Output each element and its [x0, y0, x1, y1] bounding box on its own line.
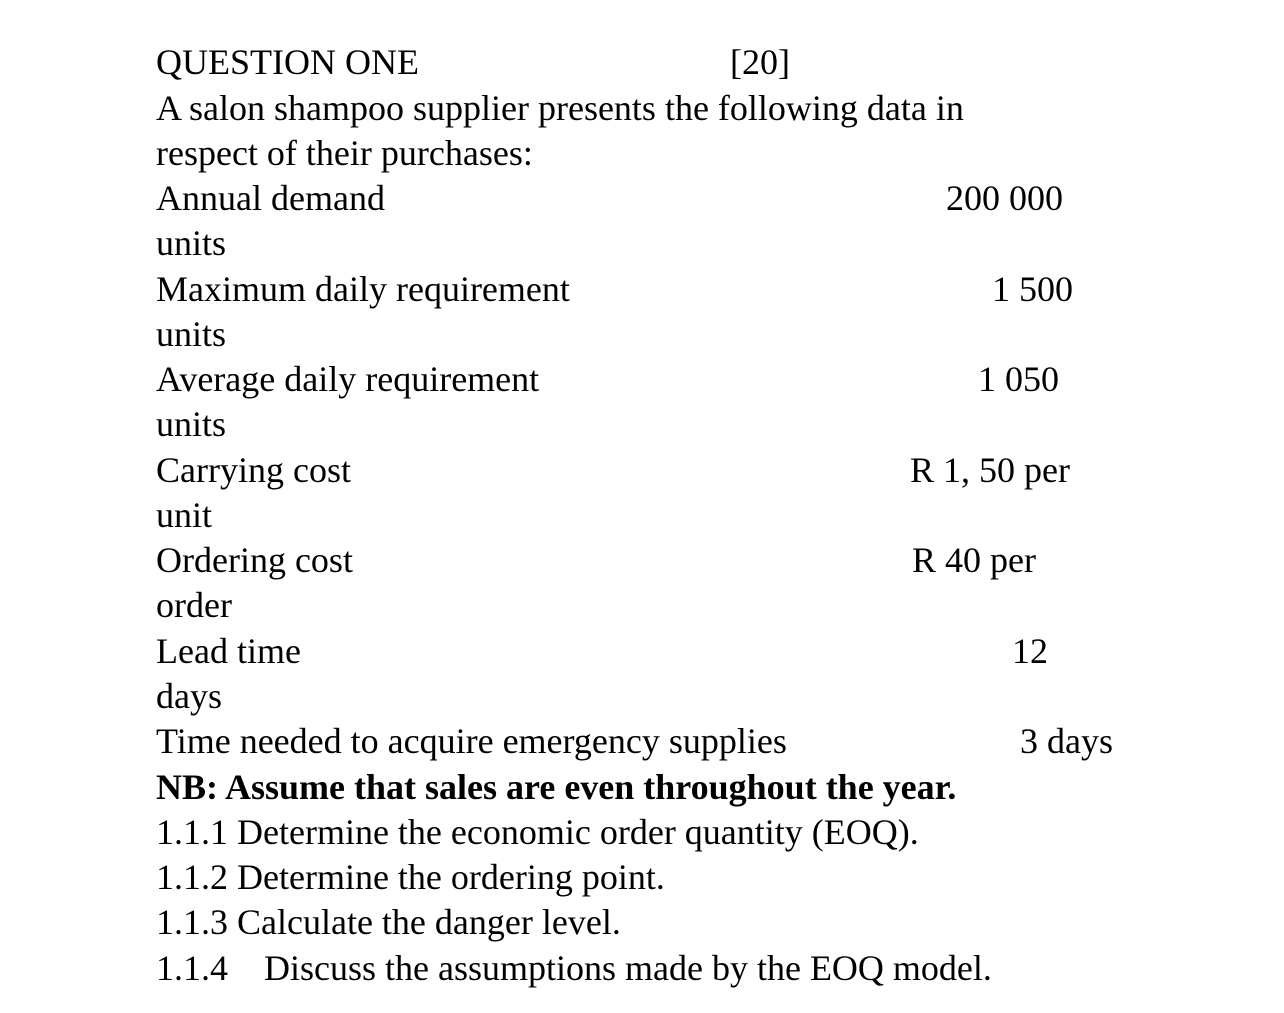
question-marks: [20] [730, 42, 790, 82]
row-label-avg-daily: Average daily requirement [156, 359, 540, 399]
intro-line-2: respect of their purchases: [156, 133, 533, 173]
task-1-1-1: 1.1.1 Determine the economic order quantity (EOQ). [156, 812, 919, 852]
row-value-lead-time: 12 [1012, 631, 1048, 671]
row-label-ordering-cost: Ordering cost [156, 540, 353, 580]
row-label-emergency-supplies: Time needed to acquire emergency supplies [156, 721, 787, 761]
row-label-max-daily: Maximum daily requirement [156, 269, 570, 309]
row-label-annual-demand: Annual demand [156, 178, 385, 218]
row-label-carrying-cost: Carrying cost [156, 450, 351, 490]
intro-line-1: A salon shampoo supplier presents the following data in [156, 88, 964, 128]
row-unit-ordering-cost: order [156, 585, 232, 625]
row-value-avg-daily: 1 050 [978, 359, 1059, 399]
question-heading: QUESTION ONE [156, 42, 419, 82]
row-value-carrying-cost: R 1, 50 per [910, 450, 1070, 490]
row-label-lead-time: Lead time [156, 631, 301, 671]
note-text: NB: Assume that sales are even throughout the year. [156, 767, 957, 807]
task-1-1-4: 1.1.4 Discuss the assumptions made by the EOQ model. [156, 948, 992, 988]
row-unit-lead-time: days [156, 676, 222, 716]
row-value-annual-demand: 200 000 [946, 178, 1063, 218]
row-value-ordering-cost: R 40 per [912, 540, 1036, 580]
task-1-1-3: 1.1.3 Calculate the danger level. [156, 902, 621, 942]
row-value-emergency-supplies: 3 days [1020, 721, 1113, 761]
row-unit-avg-daily: units [156, 404, 227, 444]
row-unit-carrying-cost: unit [156, 495, 213, 535]
row-value-max-daily: 1 500 [992, 269, 1073, 309]
row-unit-max-daily: units [156, 314, 227, 354]
row-unit-annual-demand: units [156, 223, 227, 263]
task-1-1-2: 1.1.2 Determine the ordering point. [156, 857, 665, 897]
